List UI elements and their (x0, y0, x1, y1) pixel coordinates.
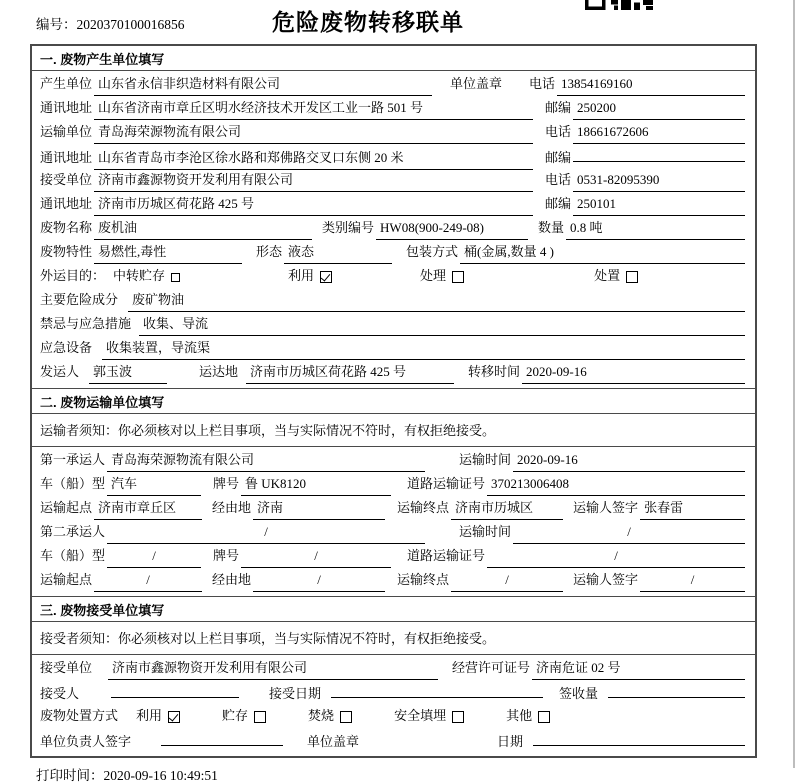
disposal-option-landfill (394, 705, 464, 727)
sign-qty-label: 签收量 (559, 686, 599, 701)
taboo-value: 收集、导流 (139, 313, 745, 336)
zip1-value: 250200 (573, 97, 745, 120)
waste-name-label: 废物名称 (40, 220, 93, 235)
unit-seal2-label: 单位盖章 (307, 734, 360, 749)
via1-label: 经由地 (212, 500, 252, 515)
route2-row (32, 569, 755, 593)
hazard-label: 主要危险成分 (40, 292, 119, 307)
end1-label: 运输终点 (397, 500, 450, 515)
phone3-value: 0531-82095390 (573, 169, 745, 192)
checkbox-utilize (320, 271, 332, 283)
transfer-time-value: 2020-09-16 (522, 361, 745, 384)
end2-label: 运输终点 (397, 572, 450, 587)
sign1-value: 张春雷 (640, 497, 745, 520)
section2-heading: 二. 废物运输单位填写 (32, 388, 755, 414)
shipper-value: 郭玉波 (89, 361, 167, 384)
receive-unit-label: 接受单位 (40, 172, 93, 187)
transport-unit-label: 运输单位 (40, 124, 93, 139)
disposal-option-other (506, 705, 550, 727)
zip2-label: 邮编 (544, 150, 571, 165)
section3-heading: 三. 废物接受单位填写 (32, 596, 755, 622)
plate1-label: 牌号 (213, 476, 240, 491)
option-label: 处理 (420, 268, 447, 283)
addr1-label: 通讯地址 (40, 100, 93, 115)
accept-unit-value: 济南市鑫源物资开发利用有限公司 (108, 657, 438, 680)
hazard-value: 废矿物油 (128, 289, 745, 312)
purpose-option-treat (420, 265, 464, 287)
receiver-address-row (32, 193, 755, 217)
purpose-option-utilize (288, 265, 332, 287)
receive-date-label: 接受日期 (269, 686, 322, 701)
head-sign-value (161, 729, 283, 746)
addr2-label: 通讯地址 (40, 150, 93, 165)
carrier2-value: / (107, 521, 425, 544)
carrier1-label: 第一承运人 (40, 452, 106, 467)
zip3-label: 邮编 (544, 196, 571, 211)
license-value: 济南危证 02 号 (532, 657, 745, 680)
receiver-value (111, 681, 239, 698)
time2-label: 运输时间 (459, 524, 512, 539)
form-label: 形态 (256, 244, 283, 259)
transport-unit-row (32, 121, 755, 145)
route1-row (32, 497, 755, 521)
checkbox-disposal-storage (254, 711, 266, 723)
print-time-value: 2020-09-16 10:49:51 (103, 768, 218, 783)
zip2-value (573, 145, 745, 162)
character-value: 易燃性,毒性 (94, 241, 242, 264)
sign2-label: 运输人签字 (573, 572, 639, 587)
receive-unit-row (32, 169, 755, 193)
time1-label: 运输时间 (459, 452, 512, 467)
via2-value: / (253, 569, 385, 592)
end1-value: 济南市历城区 (451, 497, 563, 520)
form-header (0, 0, 796, 40)
license-label: 经营许可证号 (452, 660, 531, 675)
time1-value: 2020-09-16 (513, 449, 745, 472)
shipper-label: 发运人 (40, 364, 80, 379)
plate2-label: 牌号 (213, 548, 240, 563)
vehicle2-value: / (107, 545, 201, 568)
page-title: 危险废物转移联单 (272, 9, 464, 35)
addr3-label: 通讯地址 (40, 196, 93, 211)
disposal-option-utilize (136, 705, 180, 727)
equipment-value: 收集装置，导流渠 (102, 337, 745, 360)
taboo-label: 禁忌与应急措施 (40, 316, 132, 331)
purpose-option-dispose (594, 265, 638, 287)
disposal-option-incinerate (308, 705, 352, 727)
category-label: 类别编号 (322, 220, 375, 235)
checkbox-treat (452, 271, 464, 283)
zip3-value: 250101 (573, 193, 745, 216)
plate2-value: / (241, 545, 391, 568)
checkbox-disposal-landfill (452, 711, 464, 723)
origin2-label: 运输起点 (40, 572, 93, 587)
via1-value: 济南 (253, 497, 385, 520)
character-label: 废物特性 (40, 244, 93, 259)
vehicle2-row (32, 545, 755, 569)
form-value: 液态 (284, 241, 392, 264)
print-time (36, 764, 796, 784)
origin1-value: 济南市章丘区 (94, 497, 202, 520)
option-label: 焚烧 (308, 708, 335, 723)
waste-name-row (32, 217, 755, 241)
receiver-label: 接受人 (40, 686, 80, 701)
print-time-label: 打印时间： (36, 768, 104, 783)
serial-value: 2020370100016856 (76, 17, 185, 32)
option-label: 安全填埋 (394, 708, 447, 723)
checkbox-disposal-utilize (168, 711, 180, 723)
zip1-label: 邮编 (544, 100, 571, 115)
phone1-label: 电话 (528, 76, 555, 91)
purpose-option-transfer-storage (113, 265, 180, 287)
waste-name-value: 废机油 (94, 217, 312, 240)
section1-body (32, 71, 755, 388)
road-license1-value: 370213006408 (487, 473, 745, 496)
responsible-sign-row (32, 729, 755, 753)
quantity-value: 0.8 吨 (566, 217, 745, 240)
vehicle1-row (32, 473, 755, 497)
phone3-label: 电话 (544, 172, 571, 187)
second-carrier-row (32, 521, 755, 545)
serial-label: 编号： (36, 17, 77, 32)
phone1-value: 13854169160 (557, 73, 745, 96)
unit-seal-label: 单位盖章 (450, 76, 503, 91)
date-label: 日期 (496, 734, 523, 749)
destination-value: 济南市历城区荷花路 425 号 (246, 361, 454, 384)
receive-date-value (331, 681, 543, 698)
receive-unit-value: 济南市鑫源物资开发利用有限公司 (94, 169, 533, 192)
produce-unit-value: 山东省永信非织造材料有限公司 (94, 73, 432, 96)
carrier1-value: 青岛海荣源物流有限公司 (107, 449, 425, 472)
section3-body (32, 655, 755, 756)
destination-label: 运达地 (199, 364, 239, 379)
sign1-label: 运输人签字 (573, 500, 639, 515)
phone2-label: 电话 (544, 124, 571, 139)
addr1-value: 山东省济南市章丘区明水经济技术开发区工业一路 501 号 (94, 97, 533, 120)
transporter-address-row (32, 145, 755, 169)
checkbox-disposal-incinerate (340, 711, 352, 723)
checkbox-dispose (626, 271, 638, 283)
option-label: 其他 (506, 708, 533, 723)
time2-value: / (513, 521, 745, 544)
addr3-value: 济南市历城区荷花路 425 号 (94, 193, 533, 216)
receiver-row (32, 681, 755, 705)
receiver-notice: 接受者须知：你必须核对以上栏目事项，当与实际情况不符时，有权拒绝接受。 (32, 622, 755, 655)
option-label: 利用 (136, 708, 163, 723)
option-label: 处置 (594, 268, 621, 283)
first-carrier-row (32, 449, 755, 473)
purpose-label: 外运目的： (40, 268, 106, 283)
disposal-option-storage (222, 705, 266, 727)
accept-unit-row (32, 657, 755, 681)
packing-value: 桶(金属,数量 4 ) (460, 241, 745, 264)
option-label: 中转贮存 (113, 268, 166, 283)
via2-label: 经由地 (212, 572, 252, 587)
end2-value: / (451, 569, 563, 592)
phone2-value: 18661672606 (573, 121, 745, 144)
date-value (533, 729, 745, 746)
vehicle1-label: 车（船）型 (40, 476, 106, 491)
transport-unit-value: 青岛海荣源物流有限公司 (94, 121, 533, 144)
addr2-value: 山东省青岛市李沧区徐水路和郑佛路交叉口东侧 20 米 (94, 147, 533, 170)
packing-label: 包装方式 (406, 244, 459, 259)
road-license2-value: / (487, 545, 745, 568)
emergency-equipment-row (32, 337, 755, 361)
shipper-row (32, 361, 755, 385)
head-sign-label: 单位负责人签字 (40, 734, 132, 749)
sign-qty-value (608, 681, 745, 698)
origin2-value: / (94, 569, 202, 592)
transporter-notice: 运输者须知：你必须核对以上栏目事项，当与实际情况不符时，有权拒绝接受。 (32, 414, 755, 447)
section2-body (32, 447, 755, 596)
option-label: 贮存 (222, 708, 249, 723)
section1-heading: 一. 废物产生单位填写 (32, 46, 755, 71)
form-table (30, 44, 757, 758)
hazard-component-row (32, 289, 755, 313)
road-license1-label: 道路运输证号 (407, 476, 486, 491)
outbound-purpose-row (32, 265, 755, 289)
equipment-label: 应急设备 (40, 340, 93, 355)
disposal-method-row (32, 705, 755, 729)
transfer-time-label: 转移时间 (468, 364, 521, 379)
produce-unit-row (32, 73, 755, 97)
taboo-measures-row (32, 313, 755, 337)
vehicle1-value: 汽车 (107, 473, 201, 496)
disposal-label: 废物处置方式 (40, 708, 119, 723)
produce-unit-label: 产生单位 (40, 76, 93, 91)
sign2-value: / (640, 569, 745, 592)
option-label: 利用 (288, 268, 315, 283)
checkbox-disposal-other (538, 711, 550, 723)
road-license2-label: 道路运输证号 (407, 548, 486, 563)
producer-address-row (32, 97, 755, 121)
origin1-label: 运输起点 (40, 500, 93, 515)
page-edge-divider (793, 0, 795, 768)
accept-unit-label: 接受单位 (40, 660, 93, 675)
quantity-label: 数量 (538, 220, 565, 235)
category-value: HW08(900-249-08) (376, 217, 528, 240)
checkbox-transfer-storage (171, 273, 180, 282)
plate1-value: 鲁 UK8120 (241, 473, 391, 496)
waste-character-row (32, 241, 755, 265)
carrier2-label: 第二承运人 (40, 524, 106, 539)
vehicle2-label: 车（船）型 (40, 548, 106, 563)
